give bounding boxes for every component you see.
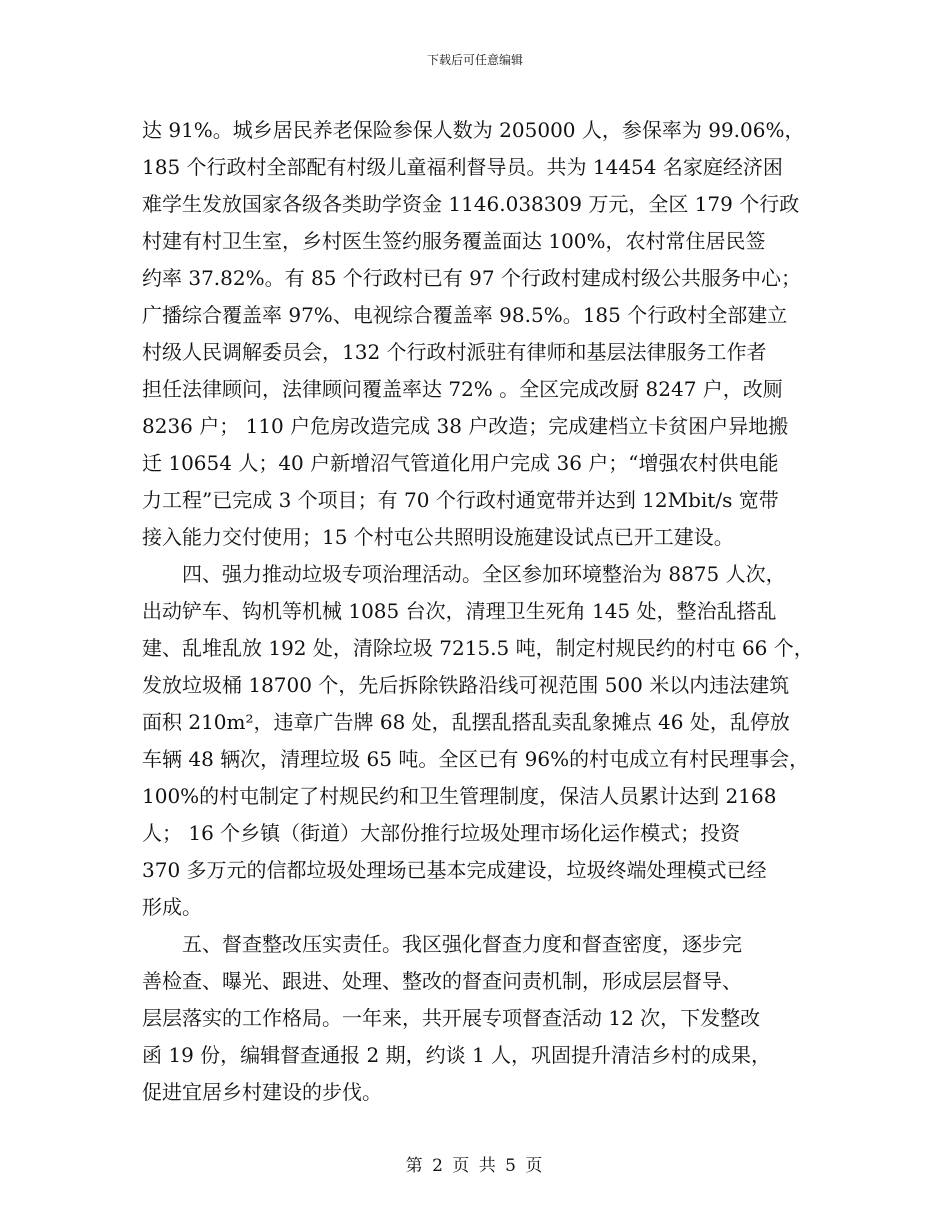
text-line: 发放垃圾桶 18700 个，先后拆除铁路沿线可视范围 500 米以内违法建筑 (142, 673, 790, 697)
text-line: 广播综合覆盖率 97%、电视综合覆盖率 98.5%。185 个行政村全部建立 (142, 303, 788, 327)
text-line: 370 多万元的信都垃圾处理场已基本完成建设，垃圾终端处理模式已经 (142, 858, 767, 882)
text-line: 善检查、曝光、跟进、处理、整改的督查问责机制，形成层层督导、 (142, 969, 742, 993)
paragraph-heading-line: 四、强力推动垃圾专项治理活动。全区参加环境整治为 8875 人次， (182, 562, 786, 586)
text-line: 达 91%。城乡居民养老保险参保人数为 205000 人，参保率为 99.06%， (142, 118, 805, 142)
text-line: 出动铲车、钩机等机械 1085 台次，清理卫生死角 145 处，整治乱搭乱 (142, 599, 777, 623)
text-line: 面积 210m²，违章广告牌 68 处，乱摆乱搭乱卖乱象摊点 46 处，乱停放 (142, 710, 790, 734)
text-line: 促进宜居乡村建设的步伐。 (142, 1080, 382, 1104)
text-line: 形成。 (142, 895, 202, 919)
text-line: 建、乱堆乱放 192 处，清除垃圾 7215.5 吨，制定村规民约的村屯 66 个， (142, 636, 814, 660)
text-line: 难学生发放国家各级各类助学资金 1146.038309 万元，全区 179 个行政 (142, 192, 800, 216)
text-line: 村级人民调解委员会，132 个行政村派驻有律师和基层法律服务工作者 (142, 340, 767, 364)
page-number-footer: 第 2 页 共 5 页 (405, 1156, 545, 1176)
text-line: 担任法律顾问，法律顾问覆盖率达 72% 。全区完成改厨 8247 户，改厕 (142, 377, 783, 401)
page-header: 下载后可任意编辑 (426, 53, 523, 67)
text-line: 迁 10654 人；40 户新增沼气管道化用户完成 36 户；“增强农村供电能 (142, 451, 779, 475)
text-line: 100%的村屯制定了村规民约和卫生管理制度，保洁人员累计达到 2168 (142, 784, 777, 808)
paragraph-heading-line: 五、督查整改压实责任。我区强化督查力度和督查密度，逐步完 (182, 932, 742, 956)
text-line: 人； 16 个乡镇（街道）大部份推行垃圾处理市场化运作模式；投资 (142, 821, 741, 845)
text-line: 车辆 48 辆次，清理垃圾 65 吨。全区已有 96%的村屯成立有村民理事会， (142, 747, 810, 771)
text-line: 力工程”已完成 3 个项目；有 70 个行政村通宽带并达到 12Mbit/s 宽带 (142, 488, 779, 512)
text-line: 185 个行政村全部配有村级儿童福利督导员。共为 14454 名家庭经济困 (142, 155, 783, 179)
document-body (142, 112, 822, 1111)
text-line: 接入能力交付使用；15 个村屯公共照明设施建设试点已开工建设。 (142, 525, 734, 549)
text-line: 约率 37.82%。有 85 个行政村已有 97 个行政村建成村级公共服务中心； (142, 266, 801, 290)
text-line: 层层落实的工作格局。一年来，共开展专项督查活动 12 次，下发整改 (142, 1006, 761, 1030)
text-line: 村建有村卫生室，乡村医生签约服务覆盖面达 100%，农村常住居民签 (142, 229, 766, 253)
text-line: 8236 户； 110 户危房改造完成 38 户改造；完成建档立卡贫困户异地搬 (142, 414, 789, 438)
text-line: 函 19 份，编辑督查通报 2 期，约谈 1 人，巩固提升清洁乡村的成果， (142, 1043, 772, 1067)
